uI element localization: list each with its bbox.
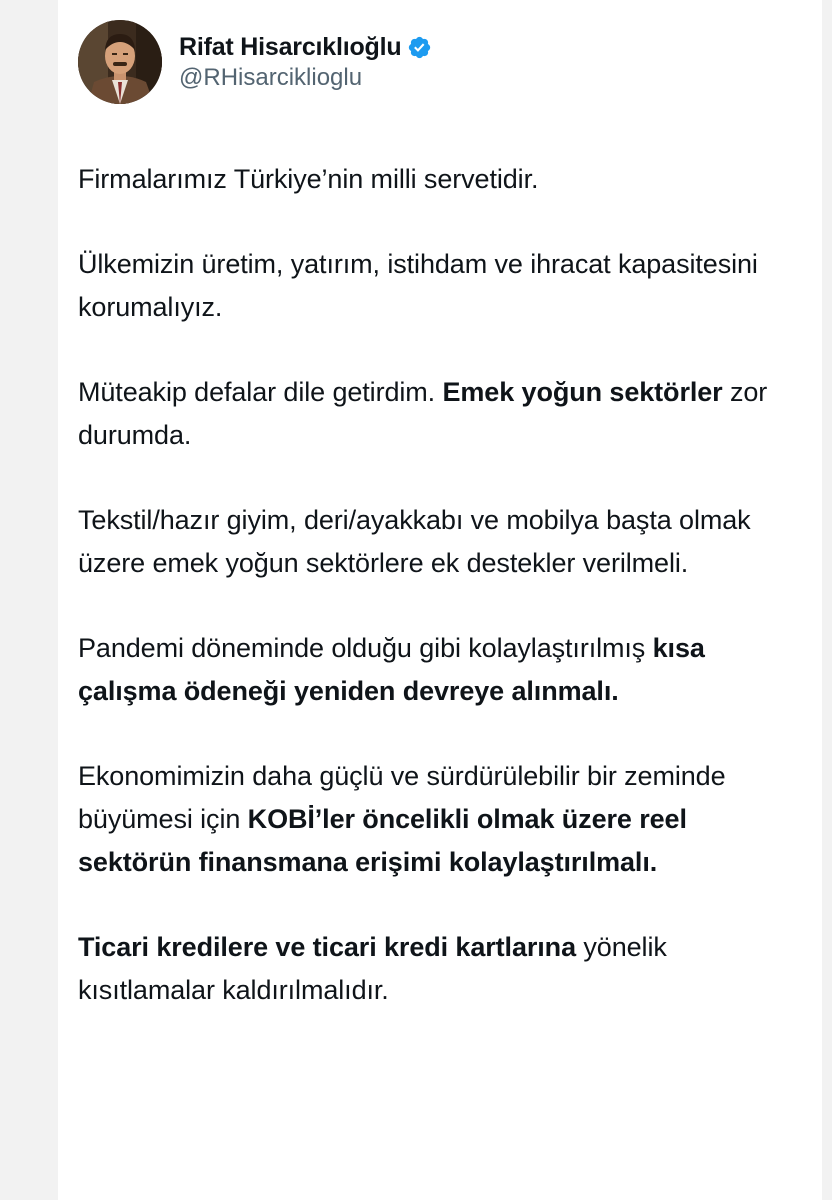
tweet-paragraph-4 (78, 499, 798, 585)
bold-text: kısa çalışma ödeneği yeniden devreye alınmalı. (78, 633, 705, 706)
tweet-paragraph-3 (78, 371, 798, 457)
verified-badge-icon (407, 35, 432, 60)
author-info (179, 32, 432, 92)
bold-text: KOBİ’ler öncelikli olmak üzere reel sektörün finansmana erişimi kolaylaştırılmalı. (78, 804, 687, 877)
display-name[interactable]: Rifat Hisarcıklıoğlu (179, 32, 402, 61)
avatar[interactable] (78, 20, 162, 104)
paragraph-text: Firmalarımız Türkiye’nin milli servetidir. (78, 164, 539, 194)
tweet-paragraph-5 (78, 627, 798, 713)
paragraph-text: Ülkemizin üretim, yatırım, istihdam ve ihracat kapasitesini korumalıyız. (78, 249, 758, 322)
display-name-row (179, 32, 432, 62)
paragraph-text: Pandemi döneminde olduğu gibi kolaylaştırılmış (78, 633, 653, 663)
paragraph-text: Tekstil/hazır giyim, deri/ayakkabı ve mobilya başta olmak üzere emek yoğun sektörlere ek destekler verilmeli. (78, 505, 751, 578)
avatar-image (78, 20, 162, 104)
bold-text: Emek yoğun sektörler (442, 377, 723, 407)
bold-text: Ticari kredilere ve ticari kredi kartlarına (78, 932, 576, 962)
tweet-paragraph-7 (78, 926, 798, 1012)
paragraph-text: yönelik kısıtlamalar kaldırılmalıdır. (78, 932, 667, 1005)
tweet-paragraph-1 (78, 158, 798, 201)
tweet-paragraph-2 (78, 243, 798, 329)
paragraph-text: Ekonomimizin daha güçlü ve sürdürülebilir bir zeminde büyümesi için (78, 761, 726, 834)
user-handle[interactable]: @RHisarciklioglu (179, 64, 363, 91)
tweet-text (78, 158, 798, 1054)
paragraph-text: Müteakip defalar dile getirdim. (78, 377, 443, 407)
tweet-paragraph-6 (78, 755, 798, 884)
paragraph-text: zor durumda. (78, 377, 768, 450)
